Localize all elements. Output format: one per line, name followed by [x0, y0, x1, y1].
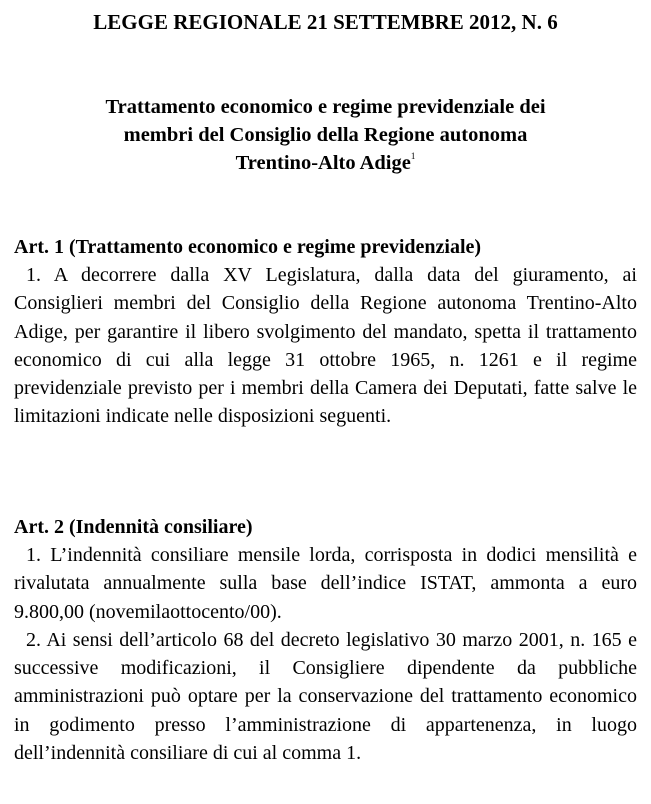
article-2-paragraph-2: 2. Ai sensi dell’articolo 68 del decreto legislativo 30 marzo 2001, n. 165 e successive modificazioni, il Consigliere dipendente da pubbliche amministrazioni può optare per la conservazione del trattamento economico in godimento presso l’amministrazione di appartenenza, in luogo dell’indennità consiliare di cui al comma 1.: [14, 628, 637, 765]
article-1-paragraph-1: 1. A decorrere dalla XV Legislatura, dalla data del giuramento, ai Consiglieri membri del Consiglio della Regione autonoma Trentino-Alto Adige, per garantire il libero svolgimento del mandato, spetta il trattamento economico di cui alla legge 31 ottobre 1965, n. 1261 e il regime previdenziale previsto per i membri della Camera dei Deputati, fatte salve le limitazioni indicate nelle disposizioni seguenti.: [14, 264, 637, 428]
law-title: LEGGE REGIONALE 21 SETTEMBRE 2012, N. 6: [93, 10, 558, 34]
article-2: [14, 513, 637, 767]
subtitle-line-3: Trentino-Alto Adige: [235, 152, 411, 174]
footnote-marker[interactable]: 1: [410, 151, 416, 161]
article-2-heading: Art. 2 (Indennità consiliare): [14, 516, 253, 538]
article-1-heading: Art. 1 (Trattamento economico e regime previdenziale): [14, 236, 482, 258]
article-2-paragraph-1: 1. L’indennità consiliare mensile lorda, corrisposta in dodici mensilità e rivalutata annualmente sulla base dell’indice ISTAT, ammonta a euro 9.800,00 (novemilaottocento/00).: [14, 544, 637, 623]
subtitle-line-2: membri del Consiglio della Regione autonoma: [123, 124, 528, 146]
article-1: [14, 233, 637, 431]
law-subtitle: [40, 93, 611, 177]
subtitle-line-1: Trattamento economico e regime previdenziale dei: [105, 96, 546, 118]
